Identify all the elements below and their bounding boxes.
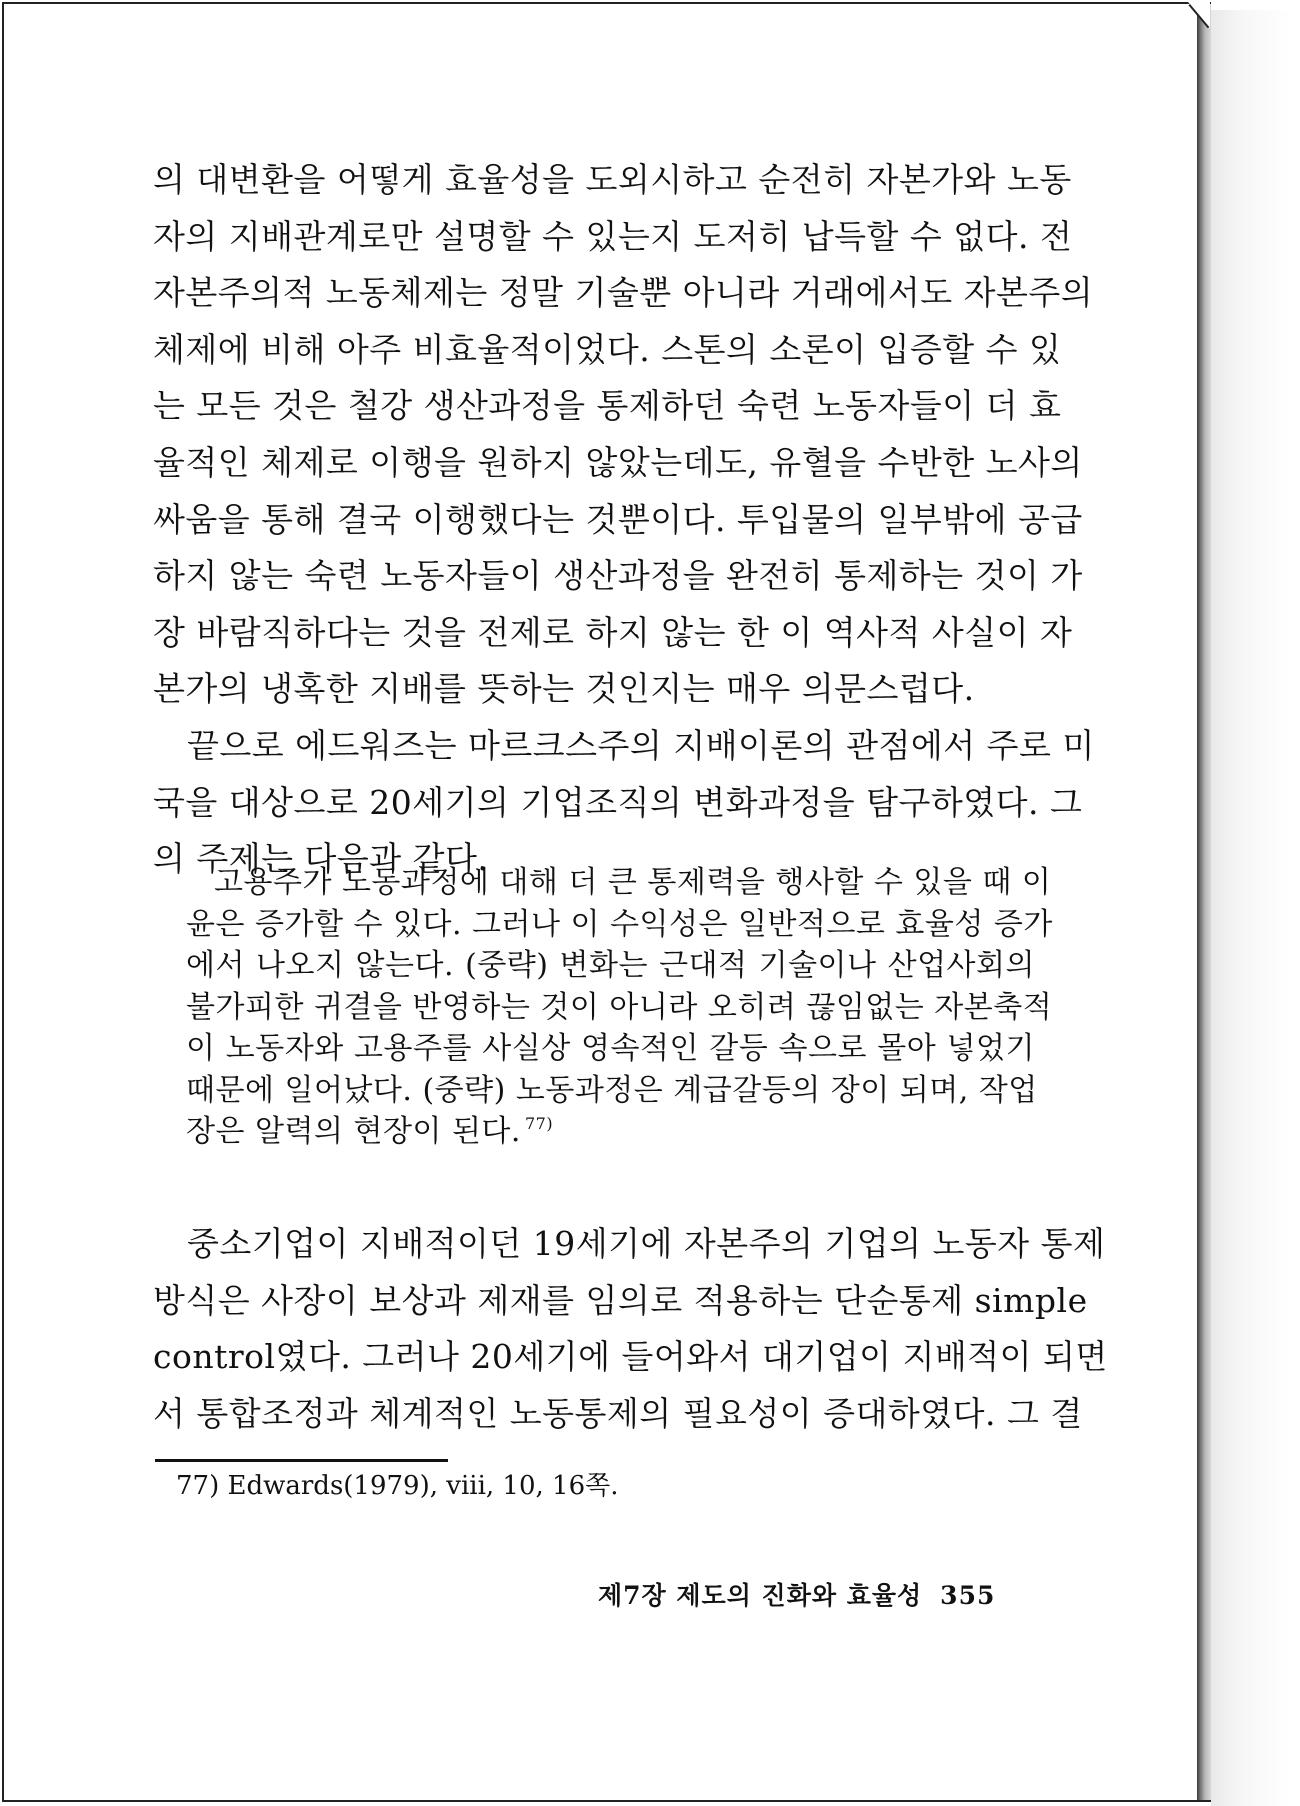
text-line: 싸움을 통해 결국 이행했다는 것뿐이다. 투입물의 일부밖에 공급 xyxy=(153,499,1083,539)
text-line: 중소기업이 지배적이던 19세기에 자본주의 기업의 노동자 통제 xyxy=(187,1224,1106,1263)
text-line: 체제에 비해 아주 비효율적이었다. 스톤의 소론이 입증할 수 있 xyxy=(153,329,1062,369)
text-line: 방식은 사장이 보상과 제재를 임의로 적용하는 단순통제 simple xyxy=(153,1280,1088,1320)
quote-line: 윤은 증가할 수 있다. 그러나 이 수익성은 일반적으로 효율성 증가 xyxy=(186,906,1053,942)
text-line: 본가의 냉혹한 지배를 뜻하는 것인지는 매우 의문스럽다. xyxy=(153,669,975,709)
page-number: 355 xyxy=(940,1581,996,1610)
text-line: 는 모든 것은 철강 생산과정을 통제하던 숙련 노동자들이 더 효 xyxy=(153,386,1062,426)
text-line: 국을 대상으로 20세기의 기업조직의 변화과정을 탐구하였다. 그 xyxy=(153,782,1083,822)
text-line: 끝으로 에드워즈는 마르크스주의 지배이론의 관점에서 주로 미 xyxy=(187,725,1095,765)
quote-line: 때문에 일어났다. (중략) 노동과정은 계급갈등의 장이 되며, 작업 xyxy=(186,1072,1038,1108)
page-shadow xyxy=(1211,10,1291,1806)
quote-line: 이 노동자와 고용주를 사실상 영속적인 갈등 속으로 몰아 넣었기 xyxy=(186,1031,1035,1066)
block-quote xyxy=(186,862,1053,1153)
page-edge xyxy=(1197,2,1211,1802)
text-line: 하지 않는 숙련 노동자들이 생산과정을 완전히 통제하는 것이 가 xyxy=(153,556,1083,596)
text-line: 서 통합조정과 체계적인 노동통제의 필요성이 증대하였다. 그 결 xyxy=(153,1393,1083,1433)
running-head: 제7장 제도의 진화와 효율성 xyxy=(598,1581,923,1610)
text-line: 자의 지배관계로만 설명할 수 있는지 도저히 납득할 수 없다. 전 xyxy=(153,216,1073,256)
quote-line: 장은 알력의 현장이 된다. xyxy=(186,1114,521,1149)
quote-line: 불가피한 귀결을 반영하는 것이 아니라 오히려 끊임없는 자본축적 xyxy=(186,989,1053,1025)
text-line: 자본주의적 노동체제는 정말 기술뿐 아니라 거래에서도 자본주의 xyxy=(153,273,1094,313)
quote-line: 에서 나오지 않는다. (중략) 변화는 근대적 기술이나 산업사회의 xyxy=(186,948,1035,983)
main-text-bottom xyxy=(153,1216,1108,1442)
text-line: 의 대변환을 어떻게 효율성을 도외시하고 순전히 자본가와 노동 xyxy=(153,160,1072,199)
text-line: 율적인 체제로 이행을 원하지 않았는데도, 유혈을 수반한 노사의 xyxy=(153,442,1083,482)
quote-line: 고용주가 노동과정에 대해 더 큰 통제력을 행사할 수 있을 때 이 xyxy=(214,865,1052,900)
footnote-marker[interactable]: 77) xyxy=(524,1114,554,1133)
text-line: control였다. 그러나 20세기에 들어와서 대기업이 지배적이 되면 xyxy=(153,1337,1108,1377)
footnote-text: 77) Edwards(1979), viii, 10, 16쪽. xyxy=(176,1471,619,1501)
text-line: 의 주제는 다음과 같다. xyxy=(153,839,489,879)
main-text-top xyxy=(153,152,1095,888)
page-footer xyxy=(598,1576,995,1616)
footnote-divider xyxy=(155,1459,448,1462)
quote-last-line xyxy=(186,1111,1035,1153)
text-line: 장 바람직하다는 것을 전제로 하지 않는 한 이 역사적 사실이 자 xyxy=(153,612,1073,652)
